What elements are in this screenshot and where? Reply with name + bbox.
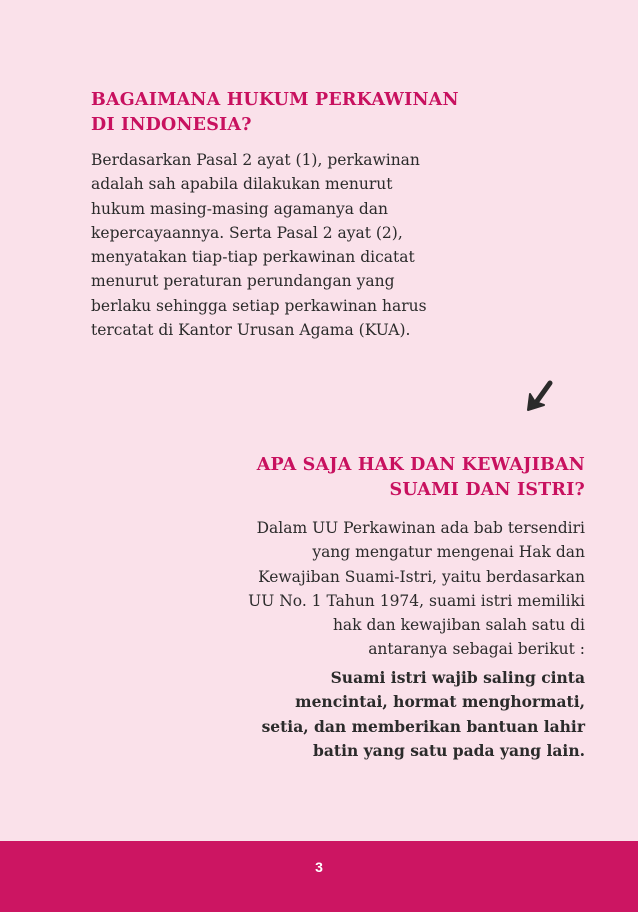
text-line: menurut peraturan perundangan yang xyxy=(91,272,395,291)
text-line: Dalam UU Perkawinan ada bab tersendiri xyxy=(256,519,585,537)
heading-line: SUAMI DAN ISTRI? xyxy=(389,480,585,500)
page-footer xyxy=(0,841,638,912)
text-line: berlaku sehingga setiap perkawinan harus xyxy=(91,296,427,315)
heading-line: APA SAJA HAK DAN KEWAJIBAN xyxy=(256,455,585,475)
text-line: Kewajiban Suami-Istri, yaitu berdasarkan xyxy=(258,567,585,586)
bold-line: mencintai, hormat menghormati, xyxy=(295,692,585,712)
heading-line: BAGAIMANA HUKUM PERKAWINAN xyxy=(91,90,459,110)
text-line: tercatat di Kantor Urusan Agama (KUA). xyxy=(91,321,411,340)
section-hukum-perkawinan xyxy=(91,88,531,342)
bold-line: batin yang satu pada yang lain. xyxy=(313,741,585,761)
paragraph-hak-kewajiban xyxy=(125,516,585,662)
heading-line: DI INDONESIA? xyxy=(91,115,252,135)
bold-line: Suami istri wajib saling cinta xyxy=(330,667,585,687)
bold-statement xyxy=(125,666,585,764)
heading-hak-kewajiban xyxy=(125,453,585,503)
paragraph-hukum-perkawinan xyxy=(91,148,531,342)
text-line: yang mengatur mengenai Hak dan xyxy=(312,543,585,562)
arrow-down-left-icon xyxy=(524,380,554,414)
text-line: antaranya sebagai berikut : xyxy=(368,640,585,659)
text-line: hak dan kewajiban salah satu di xyxy=(332,616,585,635)
section-hak-kewajiban xyxy=(125,453,585,764)
text-line: menyatakan tiap-tiap perkawinan dicatat xyxy=(91,248,415,267)
text-line: adalah sah apabila dilakukan menurut xyxy=(91,175,393,194)
heading-hukum-perkawinan xyxy=(91,88,531,138)
page-number: 3 xyxy=(315,859,323,875)
text-line: UU No. 1 Tahun 1974, suami istri memiliki xyxy=(248,591,585,610)
text-line: hukum masing-masing agamanya dan xyxy=(91,199,389,218)
text-line: kepercayaannya. Serta Pasal 2 ayat (2), xyxy=(91,223,403,242)
text-line: Berdasarkan Pasal 2 ayat (1), perkawinan xyxy=(91,151,420,169)
bold-line: setia, dan memberikan bantuan lahir xyxy=(261,716,585,736)
